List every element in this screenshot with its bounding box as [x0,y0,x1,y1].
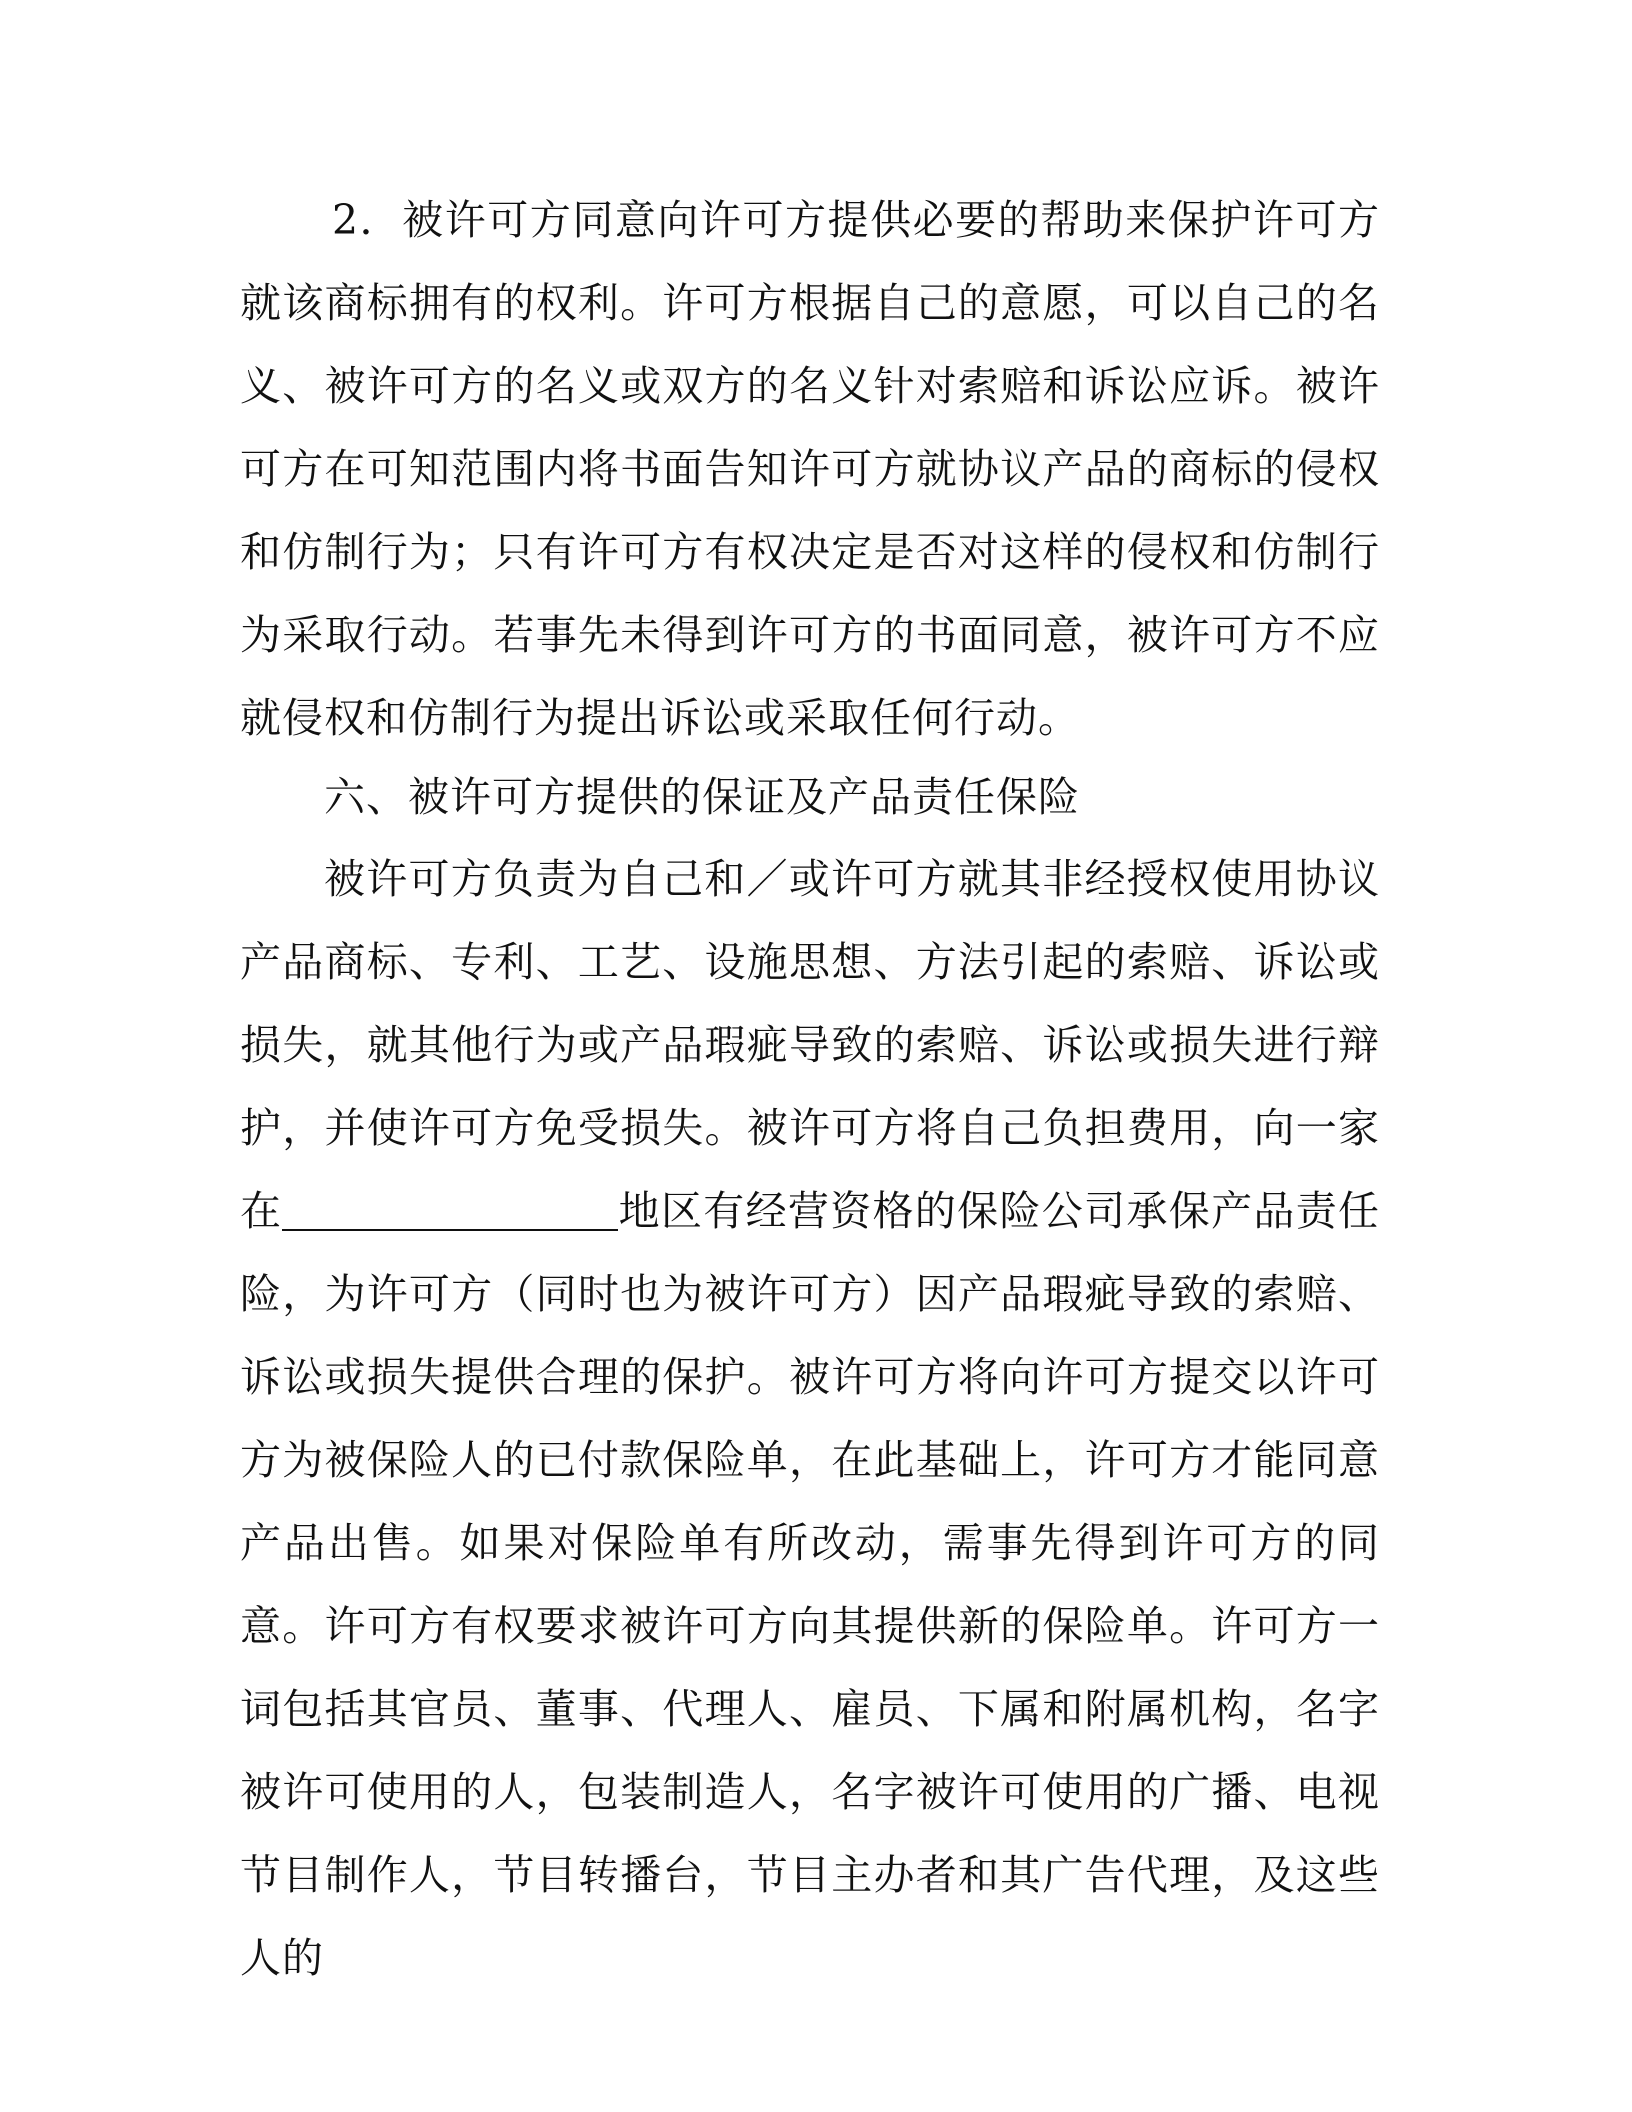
section-6-text-after-blank: 地区有经营资格的保险公司承保产品责任险，为许可方（同时也为被许可方）因产品瑕疵导致的索赔、诉讼或损失提供合理的保护。被许可方将向许可方提交以许可方为被保险人的已付款保险单，在此基础上，许可方才能同意产品出售。如果对保险单有所改动，需事先得到许可方的同意。许可方有权要求被许可方向其提供新的保险单。许可方一词包括其官员、董事、代理人、雇员、下属和附属机构，名字被许可使用的人，包装制造人，名字被许可使用的广播、电视节目制作人，节目转播台，节目主办者和其广告代理，及这些人的 [240,1187,1381,1982]
clause-2-text: 被许可方同意向许可方提供必要的帮助来保护许可方就该商标拥有的权利。许可方根据自己的意愿，可以自己的名义、被许可方的名义或双方的名义针对索赔和诉讼应诉。被许可方在可知范围内将书面告知许可方就协议产品的商标的侵权和仿制行为；只有许可方有权决定是否对这样的侵权和仿制行为采取行动。若事先未得到许可方的书面同意，被许可方不应就侵权和仿制行为提出诉讼或采取任何行动。 [240,196,1381,742]
section-6-paragraph [240,838,1380,2000]
fill-in-blank-line [282,1189,618,1231]
clause-2-paragraph [240,179,1380,760]
section-6-text-before-blank: 被许可方负责为自己和／或许可方就其非经授权使用协议产品商标、专利、工艺、设施思想、方法引起的索赔、诉讼或损失，就其他行为或产品瑕疵导致的索赔、诉讼或损失进行辩护，并使许可方免受损失。被许可方将自己负担费用，向一家在 [240,855,1380,1235]
clause-number: 2． [332,196,403,244]
section-6-heading: 六、被许可方提供的保证及产品责任保险 [324,773,1080,821]
